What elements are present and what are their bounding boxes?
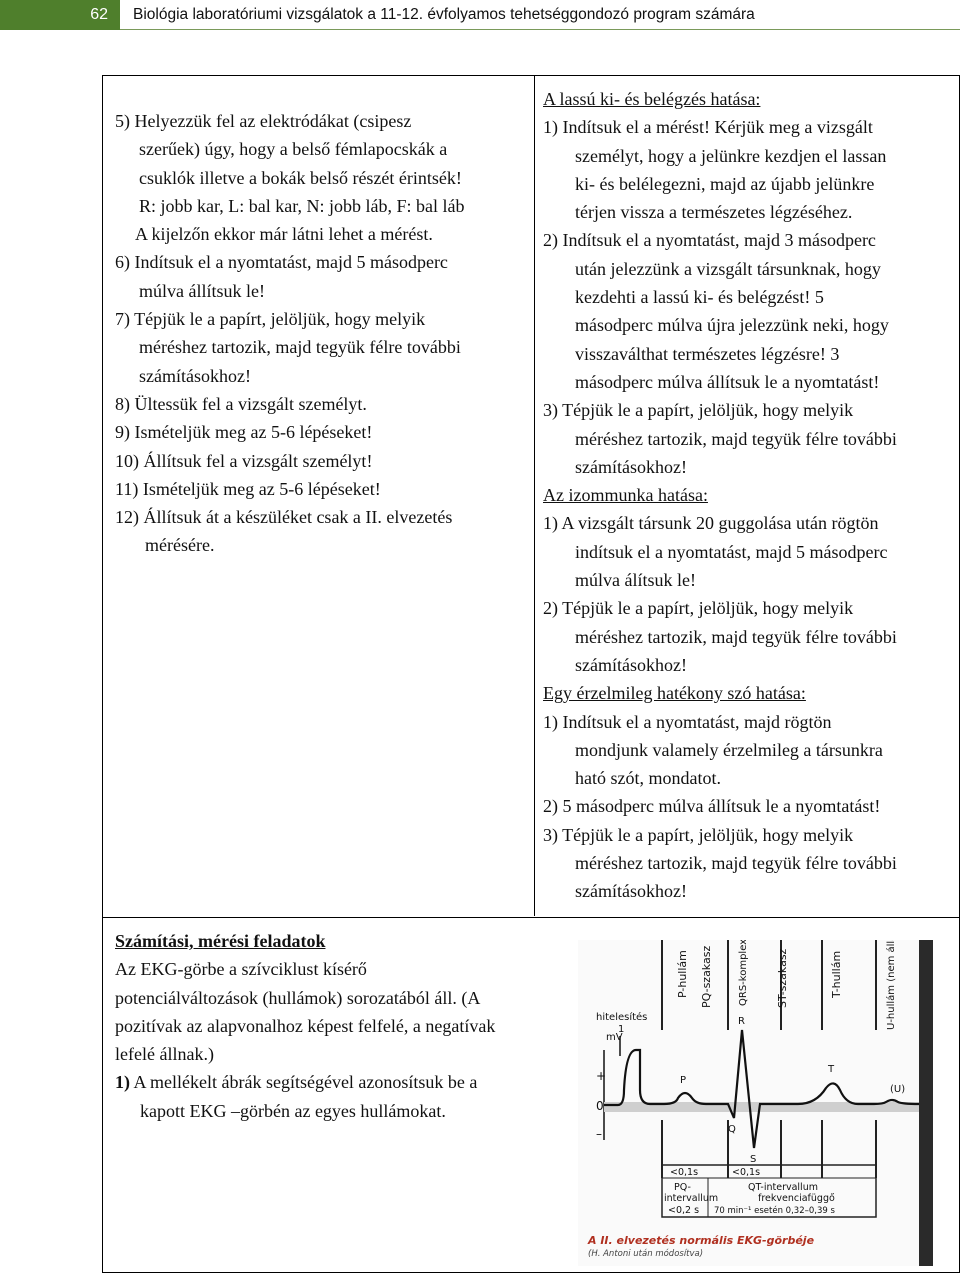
header-rule <box>120 29 960 30</box>
figure-caption: A II. elvezetés normális EKG-görbéje <box>588 1234 815 1247</box>
axis-plus: + <box>596 1069 607 1083</box>
task-item-1 <box>115 1068 555 1096</box>
right-column <box>543 85 955 906</box>
label-pq-segment: PQ-szakasz <box>700 945 713 1008</box>
tasks-title: Számítási, mérési feladatok <box>115 931 326 951</box>
muscle-line: indítsuk el a nyomtatást, majd 5 másodperc <box>575 541 888 562</box>
step-line: számításokhoz! <box>139 365 251 386</box>
label-p-wave: P-hullám <box>676 950 689 998</box>
step-line: 11) Ismételjük meg az 5-6 lépéseket! <box>115 478 381 499</box>
figure-caption-sub: (H. Antoni után módosítva) <box>588 1249 704 1259</box>
wave-s: S <box>750 1154 757 1165</box>
step-line: mérésére. <box>145 535 215 556</box>
wave-p: P <box>680 1075 687 1086</box>
emotion-line: 2) 5 másodperc múlva állítsuk le a nyomtatást! <box>543 796 881 817</box>
task-item-number: 1) <box>115 1072 130 1093</box>
pq-interval-label: intervallum <box>664 1193 719 1204</box>
step-line: 9) Ismételjük meg az 5-6 lépéseket! <box>115 422 373 443</box>
section-title-muscle-work: Az izommunka hatása: <box>543 485 708 506</box>
pq-interval-label: PQ- <box>674 1182 691 1193</box>
emotion-line: mondjunk valamely érzelmileg a társunkra <box>575 739 883 760</box>
slow-line: személyt, hogy a jelünkre kezdjen el lassan <box>575 145 887 166</box>
label-qrs-complex: QRS-komplexus <box>738 940 749 1006</box>
calibration-unit: mV <box>606 1032 623 1043</box>
interval-lt-01-b: <0,1s <box>732 1167 761 1178</box>
pq-interval-value: <0,2 s <box>668 1205 700 1216</box>
step-line: 8) Ültessük fel a vizsgált személyt. <box>115 393 367 414</box>
qt-interval-label: frekvenciafüggő <box>758 1193 835 1204</box>
slow-line: számításokhoz! <box>575 456 687 477</box>
slow-line: térjen vissza a természetes légzéséhez. <box>575 202 853 223</box>
slow-line: másodperc múlva állítsuk le a nyomtatást! <box>575 371 880 392</box>
slow-line: 1) Indítsuk el a mérést! Kérjük meg a vizsgált <box>543 117 873 138</box>
qt-interval-label: QT-intervallum <box>748 1182 818 1193</box>
qt-interval-value: 70 min⁻¹ esetén 0,32–0,39 s <box>714 1206 835 1216</box>
wave-u: (U) <box>890 1084 906 1095</box>
emotion-line: 1) Indítsuk el a nyomtatást, majd rögtön <box>543 711 832 732</box>
step-line: R: jobb kar, L: bal kar, N: jobb láb, F: bal láb <box>139 195 465 216</box>
step-line: csuklók illetve a bokák belső részét érintsék! <box>139 167 462 188</box>
label-st-segment: ST-szakasz <box>776 948 789 1008</box>
slow-line: ki- és belélegezni, majd az újabb jelünkre <box>575 173 875 194</box>
step-line: 12) Állítsuk át a készüléket csak a II. elvezetés <box>115 507 453 528</box>
interval-lt-01-a: <0,1s <box>670 1167 699 1178</box>
ekg-figure <box>578 940 933 1266</box>
section-title-emotional-word: Egy érzelmileg hatékony szó hatása: <box>543 683 806 704</box>
tasks-paragraph-line: lefelé állnak.) <box>115 1044 214 1065</box>
task-item-text: A mellékelt ábrák segítségével azonosítsuk be a <box>130 1072 478 1093</box>
wave-r: R <box>738 1016 745 1027</box>
step-line: múlva állítsuk le! <box>139 280 265 301</box>
slow-line: másodperc múlva újra jelezzünk neki, hogy <box>575 315 889 336</box>
muscle-line: méréshez tartozik, majd tegyük félre további <box>575 626 897 647</box>
tasks-paragraph-line: Az EKG-görbe a szívciklust kísérő <box>115 959 367 980</box>
scan-edge <box>919 940 933 1266</box>
tasks-paragraph-line: potenciálváltozások (hullámok) sorozatából áll. (A <box>115 987 481 1008</box>
wave-t: T <box>828 1064 835 1075</box>
muscle-line: múlva álítsuk le! <box>575 570 696 591</box>
tasks-paragraph-line: pozitívak az alapvonalhoz képest felfelé, a negatívak <box>115 1015 496 1036</box>
table-column-divider <box>534 75 535 916</box>
slow-line: visszaválthat természetes légzésre! 3 <box>575 343 840 364</box>
left-steps <box>115 107 530 560</box>
calibration-label: hitelesítés <box>596 1012 648 1023</box>
step-line: 10) Állítsuk fel a vizsgált személyt! <box>115 450 373 471</box>
header-title: Biológia laboratóriumi vizsgálatok a 11-12. évfolyamos tehetséggondozó program számára <box>133 6 755 23</box>
step-line: 7) Tépjük le a papírt, jelöljük, hogy melyik <box>115 309 426 330</box>
muscle-line: 2) Tépjük le a papírt, jelöljük, hogy melyik <box>543 598 854 619</box>
step-line: 6) Indítsuk el a nyomtatást, majd 5 másodperc <box>115 252 448 273</box>
muscle-line: 1) A vizsgált társunk 20 guggolása után rögtön <box>543 513 879 534</box>
label-u-wave: U-hullám (nem állandó) <box>886 940 897 1030</box>
task-item-continuation: kapott EKG –görbén az egyes hullámokat. <box>140 1100 446 1121</box>
slow-line: 2) Indítsuk el a nyomtatást, majd 3 másodperc <box>543 230 876 251</box>
emotion-line: 3) Tépjük le a papírt, jelöljük, hogy melyik <box>543 824 854 845</box>
emotion-line: méréshez tartozik, majd tegyük félre további <box>575 853 897 874</box>
page-header <box>0 0 960 30</box>
muscle-line: számításokhoz! <box>575 654 687 675</box>
ekg-diagram <box>578 940 933 1266</box>
slow-line: kezdehti a lassú ki- és belégzést! 5 <box>575 287 824 308</box>
wave-q: Q <box>728 1124 736 1135</box>
step-line: szerűek) úgy, hogy a belső fémlapocskák a <box>139 139 448 160</box>
page-number: 62 <box>0 0 120 30</box>
axis-minus: – <box>596 1127 602 1141</box>
section-title-slow-breathing: A lassú ki- és belégzés hatása: <box>543 89 761 109</box>
step-line: méréshez tartozik, majd tegyük félre további <box>139 337 461 358</box>
step-line: A kijelzőn ekkor már látni lehet a mérést. <box>135 224 433 245</box>
emotion-line: számításokhoz! <box>575 881 687 902</box>
label-t-wave: T-hullám <box>830 950 843 998</box>
calibration-value: 1 <box>618 1024 625 1035</box>
slow-line: után jelezzünk a vizsgált társunknak, hogy <box>575 258 881 279</box>
axis-zero: 0 <box>596 1099 604 1113</box>
emotion-line: ható szót, mondatot. <box>575 768 721 789</box>
slow-line: méréshez tartozik, majd tegyük félre további <box>575 428 897 449</box>
slow-line: 3) Tépjük le a papírt, jelöljük, hogy melyik <box>543 400 854 421</box>
tasks-section <box>115 927 555 1125</box>
step-line: 5) Helyezzük fel az elektródákat (csipesz <box>115 111 412 131</box>
